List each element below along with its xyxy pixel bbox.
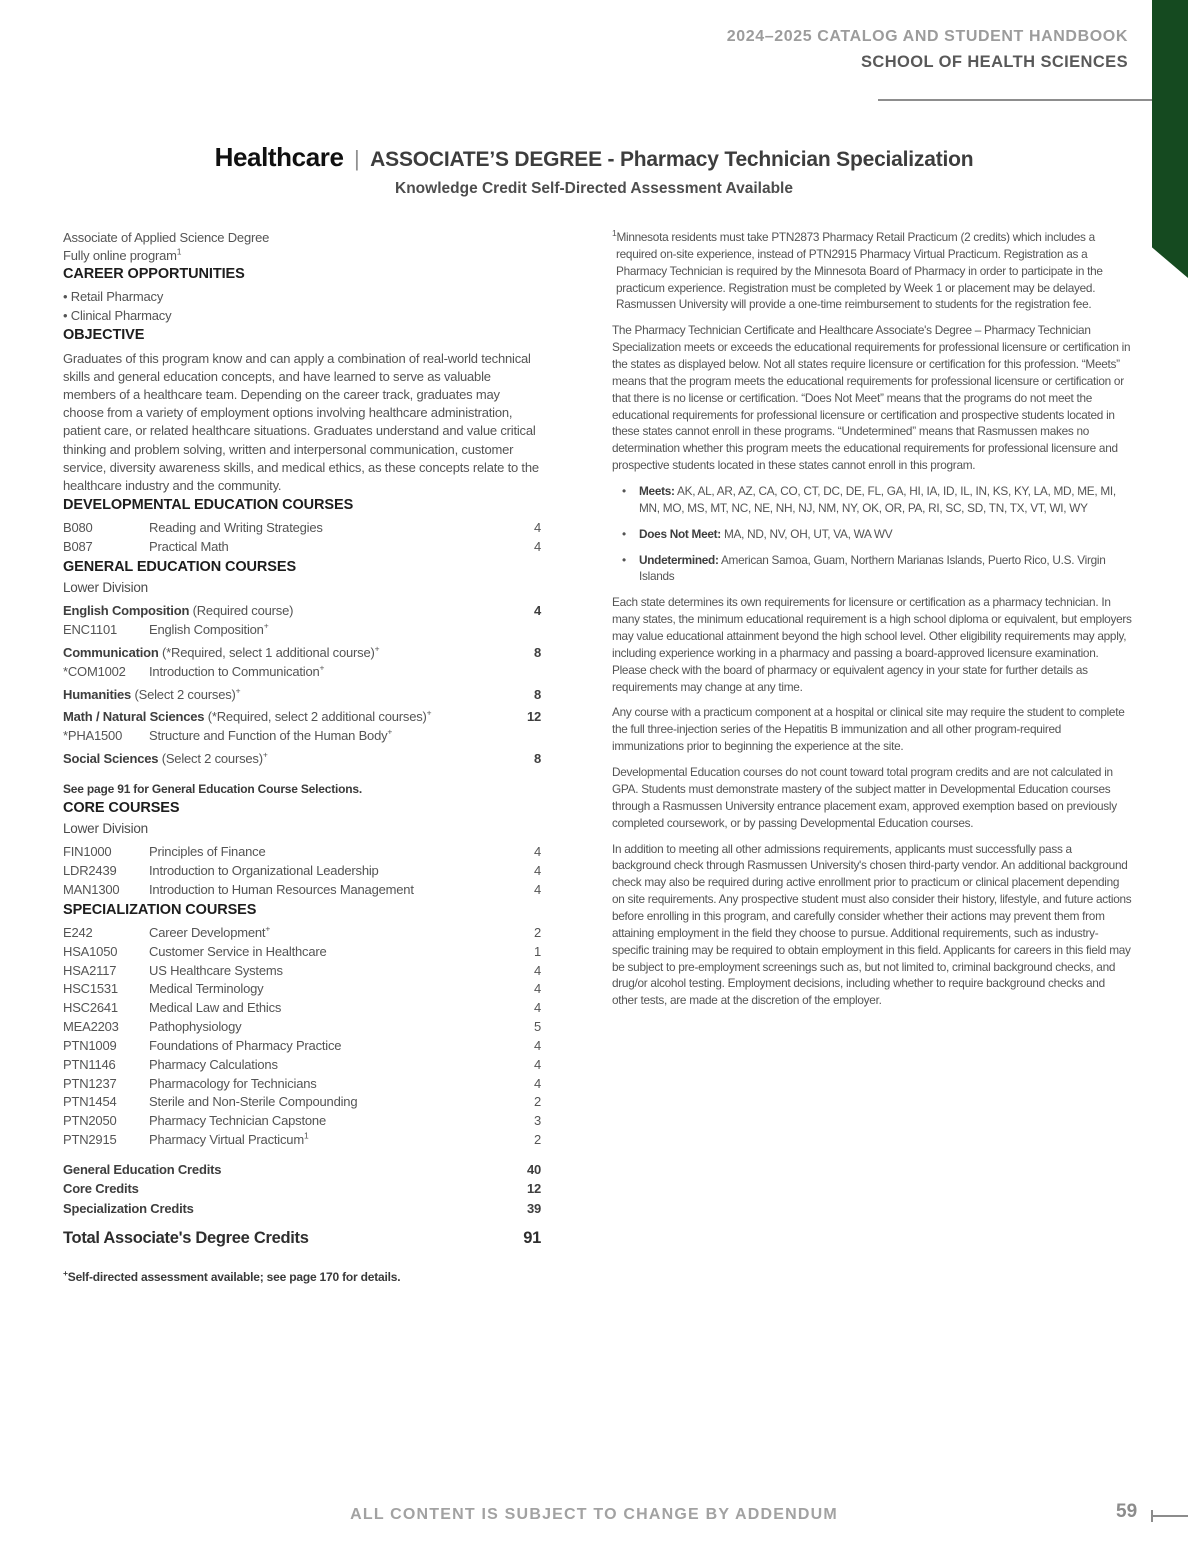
header-divider bbox=[878, 99, 1152, 101]
course-row: PTN1237 Pharmacology for Technicians 4 bbox=[63, 1075, 541, 1091]
course-row: PTN2915 Pharmacy Virtual Practicum$^1$ 2 bbox=[63, 1130, 541, 1148]
objective-heading: OBJECTIVE bbox=[63, 327, 145, 344]
left-column bbox=[63, 229, 541, 1285]
developmental-course-list bbox=[63, 519, 541, 557]
green-bookmark-ribbon bbox=[1152, 0, 1188, 278]
career-item: • Retail Pharmacy bbox=[63, 289, 164, 305]
category-row: Social Sciences (Select 2 courses)+ 8 bbox=[63, 749, 541, 767]
section-heading-developmental: DEVELOPMENTAL EDUCATION COURSES bbox=[63, 497, 354, 514]
general-education-course-list bbox=[63, 602, 541, 769]
right-column bbox=[612, 229, 1132, 1018]
total-credits-label: Total Associate's Degree Credits bbox=[63, 1229, 309, 1248]
degree-name: ASSOCIATE’S DEGREE - Pharmacy Technician Specialization bbox=[370, 148, 974, 171]
see-page-note: See page 91 for General Education Course Selections. bbox=[63, 782, 363, 797]
footnote-paragraph: $^1$Minnesota residents must take PTN2873 Pharmacy Retail Practicum (2 credits) which includes a required on-site experience, instead of PTN2915 Pharmacy Virtual Practicum. Registration as a Pharmacy Technician is required by the Minnesota Board of Pharmacy in order to participate in the practicum experience. Registration must be completed by Week 1 or placement may be delayed. Rasmussen University will provide a one-time reimbursement to students for the registration fee. bbox=[612, 228, 1103, 312]
course-row: PTN1146 Pharmacy Calculations 4 bbox=[63, 1056, 541, 1072]
course-row: MAN1300 Introduction to Human Resources Management 4 bbox=[63, 881, 541, 897]
body-paragraph: In addition to meeting all other admissions requirements, applicants must successfully pass a background check through Rasmussen University's chosen third-party vendor. An additional background check may also be required during active enrollment prior to practicum or clinical placement depending on site requirements. Any prospective student must also consider their history, lifestyle, and future actions before enrolling in this program, and carefully consider whether their actions may prevent them from attaining employment in the field they choose to pursue. Additional requirements, such as industry-specific training may be required to obtain employment in this field. Applicants for careers in this field may be subject to pre-employment screenings such as, but not limited to, criminal background checks, and drug/or alcohol testing. Employment decisions, including whether to require background checks and other tests, are made at the discretion of the employer. bbox=[612, 841, 1132, 1008]
course-row: HSA2117 US Healthcare Systems 4 bbox=[63, 962, 541, 978]
body-paragraph: The Pharmacy Technician Certificate and Healthcare Associate's Degree – Pharmacy Technician Specialization meets or exceeds the educational requirements for professional licensure or certification in the states as displayed below. Not all states require licensure or certification for this profession. “Meets” means that the program meets the educational requirements for professional licensure or certification or that there is no license or certification. “Does Not Meet” means that the programs do not meet the educational requirements for professional licensure or certification and prospective students located in these states cannot enroll in these programs. “Undetermined” means that Rasmussen makes no determination whether this program meets the educational requirements for professional licensure and prospective students located in these states cannot enroll in this program. bbox=[612, 323, 1131, 473]
page-header bbox=[727, 28, 1128, 72]
course-row: PTN2050 Pharmacy Technician Capstone 3 bbox=[63, 1113, 541, 1129]
section-heading-general-education: GENERAL EDUCATION COURSES bbox=[63, 559, 297, 576]
page-number-rule bbox=[1151, 1515, 1188, 1517]
credit-summary bbox=[63, 1160, 541, 1219]
section-heading-specialization: SPECIALIZATION COURSES bbox=[63, 901, 257, 918]
program-name: Healthcare bbox=[214, 142, 344, 172]
course-row: E242 Career Development+ 2 bbox=[63, 923, 541, 940]
footnote-marker: 1 bbox=[176, 246, 182, 257]
program-title-block bbox=[0, 142, 1188, 198]
course-row: PTN1009 Foundations of Pharmacy Practice 4 bbox=[63, 1037, 541, 1053]
core-course-list bbox=[63, 843, 541, 900]
category-row: Math / Natural Sciences (*Required, select 2 additional courses)+ 12 bbox=[63, 708, 541, 725]
specialization-course-list bbox=[63, 924, 541, 1150]
objective-text: Graduates of this program know and can apply a combination of real-world technical skills and general education concepts, and have learned to serve as valuable members of a healthcare team. Depending on the career track, graduates may choose from a variety of employment options involving healthcare administration, patient care, or related healthcare situations. Graduates understand and value critical thinking and problem solving, written and interpersonal communication, customer service, diversity awareness skills, and medical ethics, as these concepts relate to the healthcare industry and the community. bbox=[63, 350, 539, 493]
footer-notice: ALL CONTENT IS SUBJECT TO CHANGE BY ADDENDUM bbox=[350, 1506, 838, 1523]
credit-row: Core Credits 12 bbox=[63, 1181, 541, 1197]
state-bullet: • Does Not Meet: MA, ND, NV, OH, UT, VA, WA WV bbox=[622, 526, 893, 541]
career-heading: CAREER OPPORTUNITIES bbox=[63, 266, 245, 283]
course-row: HSC1531 Medical Terminology 4 bbox=[63, 981, 541, 997]
body-paragraph: Any course with a practicum component at a hospital or clinical site may require the student to complete the full three-injection series of the Hepatitis B immunization and all other program-required immunizations prior to beginning the experience at the site. bbox=[612, 705, 1125, 754]
body-paragraph: Developmental Education courses do not count toward total program credits and are not calculated in GPA. Students must demonstrate mastery of the subject matter in Developmental Education courses through a Rasmussen University entrance placement exam, approved exemption based on previously completed coursework, or by passing Developmental Education courses. bbox=[612, 765, 1117, 830]
degree-type: Associate of Applied Science Degree bbox=[63, 230, 270, 245]
category-row: English Composition (Required course) 4 bbox=[63, 603, 541, 619]
course-row: HSA1050 Customer Service in Healthcare 1 bbox=[63, 943, 541, 959]
section-heading-core: CORE COURSES bbox=[63, 799, 180, 816]
course-row: HSC2641 Medical Law and Ethics 4 bbox=[63, 1000, 541, 1016]
course-row: FIN1000 Principles of Finance 4 bbox=[63, 844, 541, 859]
self-directed-footnote: +Self-directed assessment available; see page 170 for details. bbox=[63, 1267, 401, 1284]
state-bullet: • Undetermined: American Samoa, Guam, Northern Marianas Islands, Puerto Rico, U.S. Virgin Islands bbox=[622, 552, 1106, 584]
total-credits-row bbox=[63, 1227, 541, 1250]
school-title: SCHOOL OF HEALTH SCIENCES bbox=[861, 53, 1128, 71]
course-row: B080 Reading and Writing Strategies 4 bbox=[63, 520, 541, 536]
total-credits-value: 91 bbox=[523, 1229, 541, 1248]
course-row: B087 Practical Math 4 bbox=[63, 539, 541, 555]
body-paragraph: Each state determines its own requirements for licensure or certification as a pharmacy technician. In many states, the minimum educational requirement is a high school diploma or equivalent, but employers may value educational attainment beyond the high school level. Other eligibility requirements may apply, including experience working in a pharmacy and passing a board-approved licensure examination. Please check with the board of pharmacy or equivalent agency in your state for further details as requirements may change at any time. bbox=[612, 595, 1132, 694]
program-intro bbox=[63, 229, 541, 264]
career-item: • Clinical Pharmacy bbox=[63, 307, 172, 323]
program-subtitle: Knowledge Credit Self-Directed Assessment Available bbox=[395, 180, 793, 197]
title-divider: | bbox=[354, 146, 360, 171]
credit-row: General Education Credits 40 bbox=[63, 1161, 541, 1177]
page-number: 59 bbox=[1116, 1501, 1138, 1522]
footnote-marker: + bbox=[63, 1267, 68, 1278]
online-note: Fully online program$^1$ bbox=[63, 246, 182, 263]
catalog-title: 2024–2025 CATALOG AND STUDENT HANDBOOK bbox=[726, 28, 1128, 45]
course-row: PTN1454 Sterile and Non-Sterile Compounding 2 bbox=[63, 1094, 541, 1110]
category-row: Humanities (Select 2 courses)+ 8 bbox=[63, 685, 541, 702]
credit-row: Specialization Credits 39 bbox=[63, 1200, 541, 1216]
division-label: Lower Division bbox=[63, 580, 148, 596]
career-list bbox=[63, 288, 541, 325]
course-row: LDR2439 Introduction to Organizational Leadership 4 bbox=[63, 862, 541, 878]
course-row: ENC1101 English Composition+ bbox=[63, 620, 269, 638]
course-row: *PHA1500 Structure and Function of the Human Body+ bbox=[63, 727, 393, 744]
division-label: Lower Division bbox=[63, 821, 148, 837]
course-row: *COM1002 Introduction to Communication+ bbox=[63, 662, 325, 679]
state-bullet: • Meets: AK, AL, AR, AZ, CA, CO, CT, DC, DE, FL, GA, HI, IA, ID, IL, IN, KS, KY, LA, MD, ME, MI, MN, MO, MS, MT, NC, NE, NH, NJ, NM, NY, OK, OR, PA, RI, SC, SD, TN, TX, VT, WI, WY bbox=[622, 484, 1116, 515]
program-title-line bbox=[0, 142, 1188, 173]
category-row: Communication (*Required, select 1 additional course)+ 8 bbox=[63, 643, 541, 660]
course-row: MEA2203 Pathophysiology 5 bbox=[63, 1019, 541, 1035]
